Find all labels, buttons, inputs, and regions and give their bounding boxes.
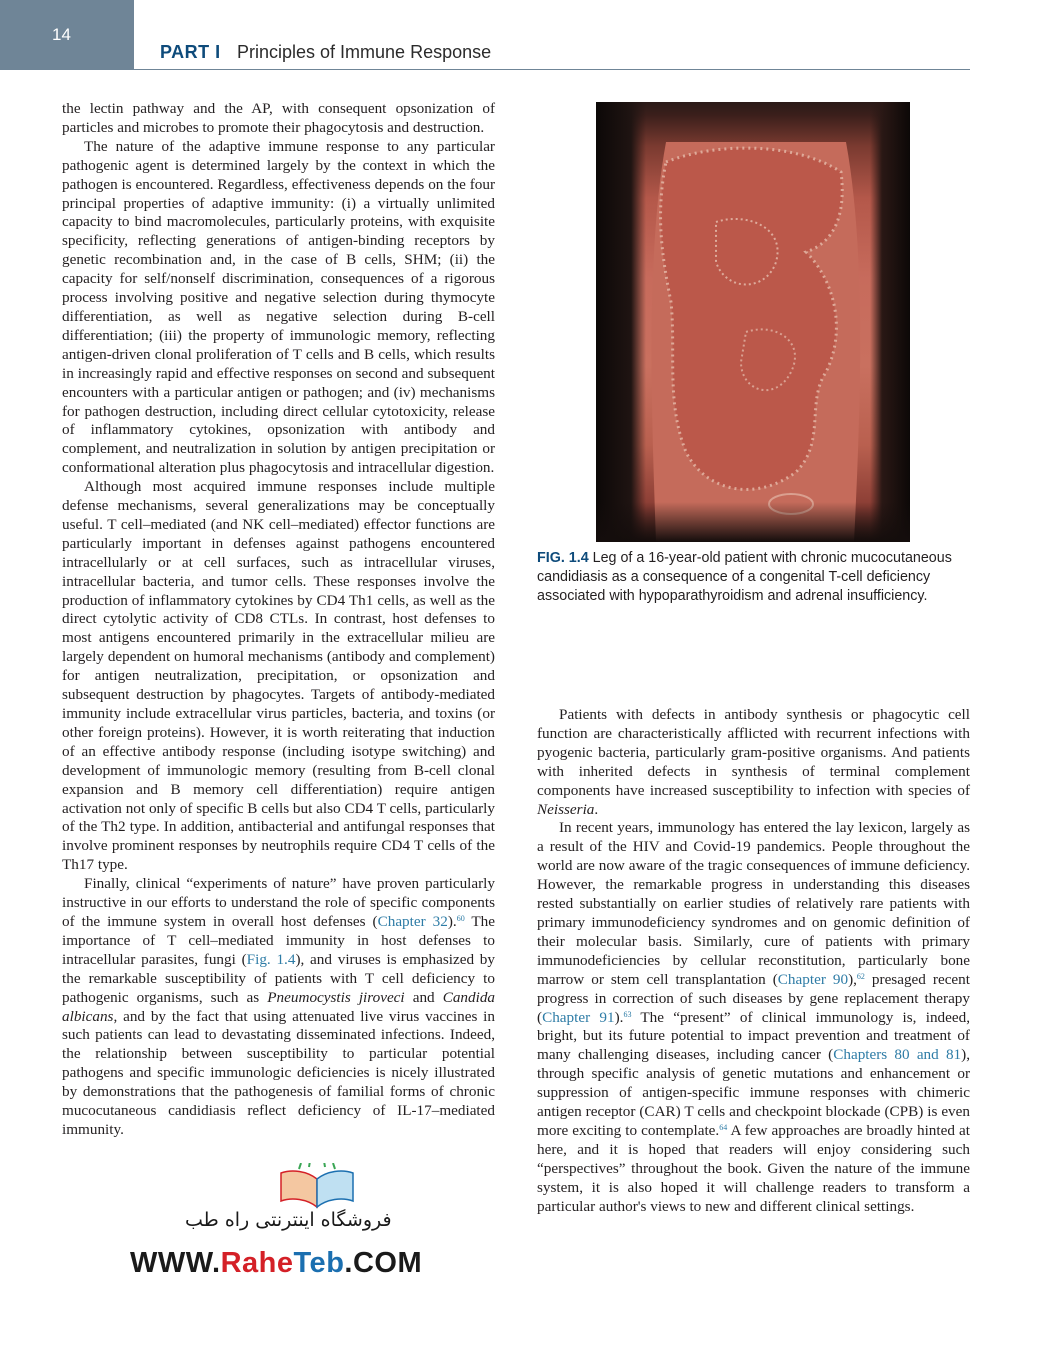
reference-superscript[interactable]: 64	[719, 1122, 728, 1132]
part-label: PART I	[160, 42, 221, 62]
text-run: Patients with defects in antibody synthesis or phagocytic cell function are characteristically afflicted with recurrent infections with pyogenic bacteria, particularly gram-positive organisms. And patients with inherited defects in synthesis of terminal complement components have increased susceptibility to infection with species of	[537, 706, 970, 799]
chapter-90-link[interactable]: Chapter 90	[777, 970, 849, 988]
text-run: The importance of T cell–mediated immunity in host defenses to intracellular parasites, fungi (	[62, 912, 496, 968]
text-run: ),	[848, 970, 857, 988]
text-run: , and by the fact that using attenuated live virus vaccines in such patients can lead to devastating disseminated infections. Indeed, the relationship between susceptibility to particular potential pathogens and specific immunologic deficiencies is nicely illustrated by demonstrations that the pathogenesis of familial forms of chronic mucocutaneous candidiasis reflect deficiency of IL-17–mediated immunity.	[62, 1007, 495, 1138]
chapter-91-link[interactable]: Chapter 91	[542, 1008, 615, 1026]
watermark-url	[130, 1247, 422, 1280]
text-run: In recent years, immunology has entered the lay lexicon, largely as a result of the HIV and Covid-19 pandemics. People throughout the world are now aware of the tragic consequences of immune deficiency. However, the remarkable progress in understanding this diseases rested substantially on earlier studies of relatively rare patients with primary immunodeficiency syndromes and on genomic definition of their molecular basis. Similarly, cure of patients with primary immunodeficiencies by cellular reconstitution, particularly bone marrow or stem cell transplantation (	[537, 819, 970, 988]
paragraph	[537, 819, 970, 1216]
text-run: ), and viruses is emphasized by the remarkable susceptibility of patients with T cell deficiency to pathogenic organisms, such as	[62, 950, 495, 1006]
part-title: Principles of Immune Response	[237, 42, 492, 62]
text-run: Finally, clinical “experiments of nature” have proven particularly instructive in our efforts to understand the role of specific components of the immune system in overall host defenses (	[62, 875, 495, 930]
photo-shadow	[870, 102, 910, 542]
reference-superscript[interactable]: 60	[456, 913, 465, 923]
paragraph: the lectin pathway and the AP, with consequent opsonization of particles and microbes to promote their phagocytosis and destruction.	[62, 100, 495, 136]
figure-label: FIG. 1.4	[537, 550, 589, 566]
watermark-com: .COM	[344, 1247, 423, 1279]
figure-photo	[596, 102, 910, 542]
paragraph: The nature of the adaptive immune response to any particular pathogenic agent is determined largely by the context in which the pathogen is encountered. Regardless, effectiveness depends on the four principal properties of adaptive immunity: (i) a virtually unlimited capacity to bind macromolecules, particularly proteins, with exquisite specificity, reflecting generations of antigen-binding receptors by genetic recombination and, in the case of B cells, SHM; (ii) the capacity for self/nonself discrimination, consequences of a rigorous process involving positive and negative selection during thymocyte differentiation, as well as negative selection during B-cell differentiation; (iii) the property of immunologic memory, reflecting antigen-driven clonal proliferation of T cells and B cells, which results in increasingly rapid and effective responses on second and subsequent encounters with a particular antigen or pathogen; and (iv) mechanisms for pathogen destruction, including direct cellular cytotoxicity, release of inflammatory cytokines, opsonization with antibody and complement, and neutralization in solution by antigen precipitation or conformational alteration plus phagocytosis and intracellular digestion.	[62, 137, 495, 477]
header-rule	[134, 69, 970, 70]
paragraph: Although most acquired immune responses include multiple defense mechanisms, several generalizations may be conceptually useful. T cell–mediated (and NK cell–mediated) effector functions are particularly important in defenses against pathogens encountered intracellularly or at cell surfaces, such as intracellular viruses, intracellular bacteria, and tumor cells. These responses involve the production of inflammatory cytokines by CD4 Th1 cells, as well as the direct cytolytic activity of CD8 CTLs. In contrast, host defenses to most antigens encountered primarily in the extracellular milieu are largely dependent on humoral mechanisms (antibody and complement) for antigen neutralization, precipitation, or opsonization and subsequent destruction by phagocytes. Targets of antibody-mediated immunity include extracellular virus particles, bacteria, and toxins (or other foreign proteins). However, it is worth reiterating that induction of an effective antibody response (including isotype switching) and development of immunologic memory (resulting from B-cell clonal expansion and B memory cell differentiation) require antigen activation not only of specific B cells but also CD4 T cells, particularly of the Th2 type. In addition, antibacterial and antifungal responses that involve prominent responses by neutrophils require CD4 T cells of the Th17 type.	[62, 478, 495, 874]
organism-name: Candida albicans	[62, 988, 496, 1025]
fig-1-4-link[interactable]: Fig. 1.4	[246, 950, 296, 968]
text-run: and	[404, 988, 443, 1006]
right-column	[537, 706, 970, 1216]
page-number: 14	[0, 0, 134, 70]
text-run: ).	[447, 912, 457, 930]
organism-name: Neisseria	[537, 800, 595, 818]
caption-text: Leg of a 16-year-old patient with chronic mucocutaneous candidiasis as a consequence of a congenital T-cell deficiency associated with hypoparathyroidism and adrenal insufficiency.	[537, 550, 952, 604]
text-run: The “present” of clinical immunology is, indeed, bright, but its future potential to impact prevention and treatment of many challenging diseases, including cancer (	[537, 1008, 971, 1064]
text-run: ).	[614, 1008, 624, 1026]
text-run: ), through specific analysis of genetic mutations and enhancement or suppression of antigen-specific immune responses with chimeric antigen receptor (CAR) T cells and checkpoint blockade (CPB) is even more exciting to contemplate.	[537, 1046, 970, 1139]
page-header	[0, 0, 1052, 70]
reference-superscript[interactable]: 62	[856, 971, 865, 981]
paragraph	[537, 706, 970, 819]
left-column	[62, 100, 495, 1140]
watermark-rahe: Rahe	[220, 1247, 294, 1279]
watermark-persian-text: فروشگاه اینترنتی راه طب	[185, 1209, 392, 1231]
photo-shadow	[596, 502, 910, 542]
text-run: presaged recent progress in correction of such diseases by gene replacement therapy (	[537, 970, 970, 1026]
chapter-32-link[interactable]: Chapter 32	[377, 912, 448, 930]
open-book-icon	[277, 1163, 357, 1211]
watermark-teb: Teb	[293, 1247, 345, 1279]
watermark-logo	[125, 1163, 505, 1283]
photo-shadow	[596, 102, 646, 542]
text-run: .	[594, 800, 599, 818]
paragraph	[62, 875, 495, 1140]
chapters-80-81-link[interactable]: Chapters 80 and 81	[833, 1046, 962, 1064]
watermark-www: WWW.	[130, 1247, 221, 1279]
reference-superscript[interactable]: 63	[623, 1009, 632, 1019]
text-run: A few approaches are broadly hinted at here, and it is hoped that readers will enjoy considering such “perspectives” throughout the book. Given the nature of the immune system, it is also hoped it will challenge readers to transform a particular author's views to new and different clinical settings.	[537, 1121, 970, 1215]
organism-name: Pneumocystis jiroveci	[267, 988, 405, 1006]
figure-caption	[537, 549, 970, 606]
